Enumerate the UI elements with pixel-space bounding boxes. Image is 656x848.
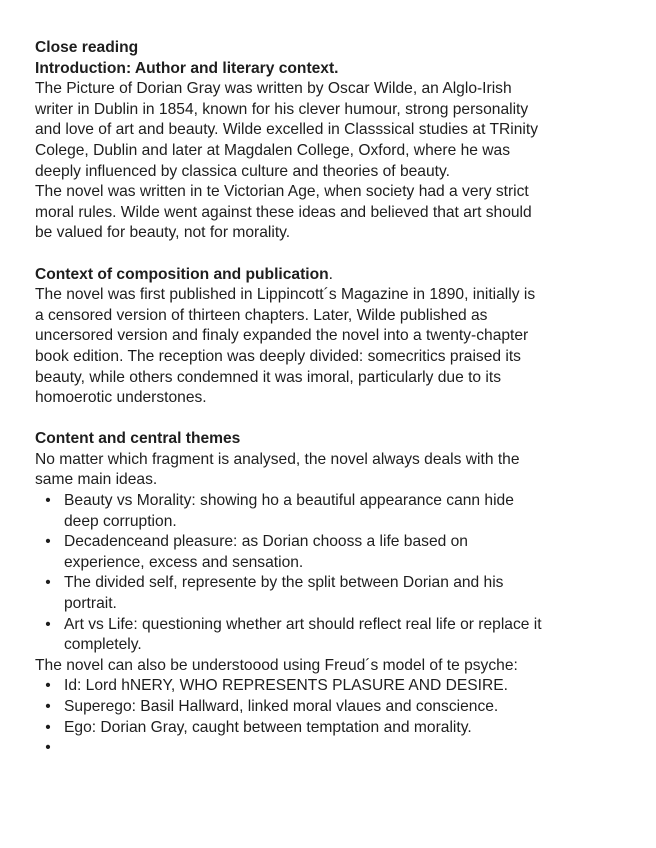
- intro-line: deeply influenced by classica culture and theories of beauty.: [35, 162, 450, 180]
- context-line: book edition. The reception was deeply divided: somecritics praised its: [35, 347, 521, 365]
- bullet-icon: •: [45, 718, 51, 736]
- themes-bullet-list: [35, 491, 635, 656]
- bullet-icon: •: [45, 698, 51, 715]
- context-line: homoerotic understones.: [35, 389, 207, 407]
- freud-intro-line: The novel can also be understoood using Freud´s model of te psyche:: [35, 656, 518, 674]
- intro-line: The novel was written in te Victorian Age, when society had a very strict: [35, 183, 529, 201]
- bullet-text: Decadenceand pleasure: as Dorian chooss a life based on: [64, 533, 468, 551]
- bullet-text: completely.: [64, 636, 142, 654]
- list-item: [35, 738, 635, 759]
- context-line: uncersored version and finaly expanded the novel into a twenty-chapter: [35, 327, 529, 345]
- themes-heading: Content and central themes: [35, 430, 241, 448]
- context-line: beauty, while others condemned it was imoral, particularly due to its: [35, 368, 502, 386]
- context-line: a censored version of thirteen chapters. Later, Wilde published as: [35, 306, 488, 324]
- intro-line: be valued for beauty, not for morality.: [35, 224, 291, 242]
- paragraph-gap: [35, 409, 635, 430]
- bullet-text: Id: Lord hNERY, WHO REPRESENTS PLASURE AND DESIRE.: [64, 677, 508, 695]
- themes-intro-line: same main ideas.: [35, 471, 158, 489]
- document-title: Close reading: [35, 39, 139, 56]
- bullet-text: Ego: Dorian Gray, caught between temptation and morality.: [64, 718, 472, 736]
- bullet-icon: •: [45, 677, 51, 695]
- bullet-icon: •: [45, 492, 51, 510]
- context-heading: Context of composition and publication: [35, 265, 329, 283]
- bullet-text: Beauty vs Morality: showing ho a beautiful appearance cann hide: [64, 492, 514, 510]
- list-item: [35, 676, 635, 697]
- list-item: [35, 615, 635, 656]
- bullet-text: Art vs Life: questioning whether art should reflect real life or replace it: [64, 615, 542, 633]
- intro-line: and love of art and beauty. Wilde excelled in Classsical studies at TRinity: [35, 121, 539, 139]
- list-item: [35, 573, 635, 614]
- list-item: [35, 532, 635, 573]
- bullet-icon: •: [45, 533, 51, 551]
- context-paragraph: [35, 285, 635, 409]
- bullet-text: The divided self, represente by the split between Dorian and his: [64, 574, 504, 592]
- list-item: [35, 697, 635, 718]
- bullet-text: Superego: Basil Hallward, linked moral vlaues and conscience.: [64, 698, 499, 715]
- document-page: [35, 38, 635, 759]
- bullet-icon: •: [45, 739, 51, 757]
- list-item: [35, 718, 635, 739]
- freud-bullet-list: [35, 676, 635, 758]
- bullet-text: experience, excess and sensation.: [64, 553, 304, 571]
- intro-line: moral rules. Wilde went against these ideas and believed that art should: [35, 203, 532, 221]
- intro-line: The Picture of Dorian Gray was written by Oscar Wilde, an Alglo-Irish: [35, 80, 512, 98]
- list-item: [35, 491, 635, 532]
- bullet-icon: •: [45, 615, 51, 633]
- intro-line: Colege, Dublin and later at Magdalen College, Oxford, where he was: [35, 141, 511, 159]
- context-heading-suffix: .: [328, 265, 334, 283]
- bullet-text: portrait.: [64, 595, 117, 613]
- bullet-icon: •: [45, 574, 51, 592]
- intro-paragraph: [35, 79, 635, 244]
- paragraph-gap: [35, 244, 635, 265]
- intro-line: writer in Dublin in 1854, known for his clever humour, strong personality: [35, 100, 529, 118]
- context-heading-line: [35, 265, 635, 286]
- bullet-text: deep corruption.: [64, 512, 177, 530]
- context-line: The novel was first published in Lippincott´s Magazine in 1890, initially is: [35, 286, 536, 304]
- themes-intro-line: No matter which fragment is analysed, the novel always deals with the: [35, 450, 520, 468]
- intro-heading: Introduction: Author and literary context.: [35, 59, 339, 77]
- bullet-text: [64, 738, 635, 759]
